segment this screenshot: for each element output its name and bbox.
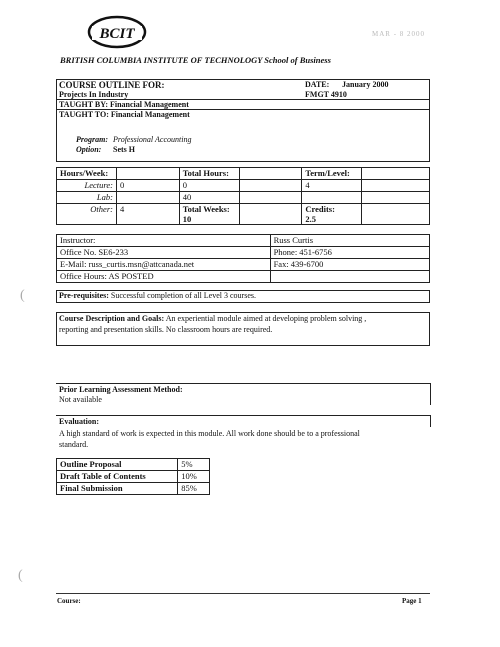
scan-mark: ( xyxy=(20,288,25,303)
institute-name: BRITISH COLUMBIA INSTITUTE OF TECHNOLOGY School of Business xyxy=(60,55,331,65)
program-label: Program: xyxy=(76,135,108,144)
total-hours-label: Total Hours: xyxy=(179,168,239,180)
scan-mark: ( xyxy=(18,568,23,583)
option-label: Option: xyxy=(76,145,102,154)
taught-by: TAUGHT BY: Financial Management xyxy=(59,100,189,109)
instructor-label: Instructor: xyxy=(57,235,271,247)
bcit-logo-icon xyxy=(86,14,148,50)
lecture-label: Lecture: xyxy=(57,180,117,192)
table-row xyxy=(57,471,210,483)
eval-pct: 5% xyxy=(178,459,210,471)
footer-page-label: Page 1 xyxy=(402,597,422,605)
fax: Fax: 439-6700 xyxy=(270,259,429,271)
received-stamp: MAR - 8 2000 xyxy=(372,30,426,38)
program-value: Professional Accounting xyxy=(113,135,192,144)
total-hours-lecture: 0 xyxy=(179,180,239,192)
prereq-text: Successful completion of all Level 3 courses. xyxy=(110,291,256,300)
description-line1 xyxy=(59,314,366,323)
option-value: Sets H xyxy=(113,145,135,154)
hours-table xyxy=(56,167,430,225)
table-row xyxy=(57,483,210,495)
eval-item: Final Submission xyxy=(57,483,178,495)
footer-rule xyxy=(56,593,430,594)
office-hours: Office Hours: AS POSTED xyxy=(57,271,271,283)
eval-pct: 10% xyxy=(178,471,210,483)
other-label: Other: xyxy=(57,204,117,225)
course-code: FMGT 4910 xyxy=(305,90,347,99)
total-weeks-label: Total Weeks: xyxy=(182,204,230,214)
total-weeks-cell xyxy=(179,204,239,225)
lecture-value: 0 xyxy=(116,180,179,192)
hours-week-label: Hours/Week: xyxy=(57,168,117,180)
credits-cell xyxy=(302,204,362,225)
course-name: Projects In Industry xyxy=(59,90,129,99)
plam-text: Not available xyxy=(59,395,102,404)
eval-item: Draft Table of Contents xyxy=(57,471,178,483)
plam-label: Prior Learning Assessment Method: xyxy=(59,385,183,394)
date-value: January 2000 xyxy=(342,80,389,89)
email: E-Mail: russ_curtis.msn@attcanada.net xyxy=(57,259,271,271)
total-hours-lab: 40 xyxy=(179,192,239,204)
bcit-logo xyxy=(86,14,148,50)
prereq xyxy=(59,291,256,300)
other-value: 4 xyxy=(116,204,179,225)
table-row xyxy=(57,459,210,471)
term-label: Term/Level: xyxy=(302,168,362,180)
evaluation-label: Evaluation: xyxy=(59,417,100,426)
taught-to: TAUGHT TO: Financial Management xyxy=(59,110,190,119)
description-text2: reporting and presentation skills. No classroom hours are required. xyxy=(59,325,273,334)
instructor-name: Russ Curtis xyxy=(270,235,429,247)
credits-value: 2.5 xyxy=(305,214,316,224)
term-value: 4 xyxy=(302,180,362,192)
instructor-table xyxy=(56,234,430,283)
phone: Phone: 451-6756 xyxy=(270,247,429,259)
total-weeks-value: 10 xyxy=(182,214,192,224)
eval-item: Outline Proposal xyxy=(57,459,178,471)
footer-course-label: Course: xyxy=(57,597,81,605)
office-no: Office No. SE6-233 xyxy=(57,247,271,259)
course-outline-label: COURSE OUTLINE FOR: xyxy=(59,80,165,90)
description-text1: An experiential module aimed at developing problem solving , xyxy=(165,314,367,323)
evaluation-table xyxy=(56,458,210,495)
lab-label: Lab: xyxy=(57,192,117,204)
evaluation-text2: standard. xyxy=(59,440,89,449)
date-label: DATE: xyxy=(305,80,330,89)
description-label: Course Description and Goals: xyxy=(59,314,165,323)
evaluation-text1: A high standard of work is expected in this module. All work done should be to a professional xyxy=(59,429,360,438)
svg-text:BCIT: BCIT xyxy=(99,26,135,42)
credits-label: Credits: xyxy=(305,204,335,214)
prereq-label: Pre-requisites: xyxy=(59,291,109,300)
eval-pct: 85% xyxy=(178,483,210,495)
